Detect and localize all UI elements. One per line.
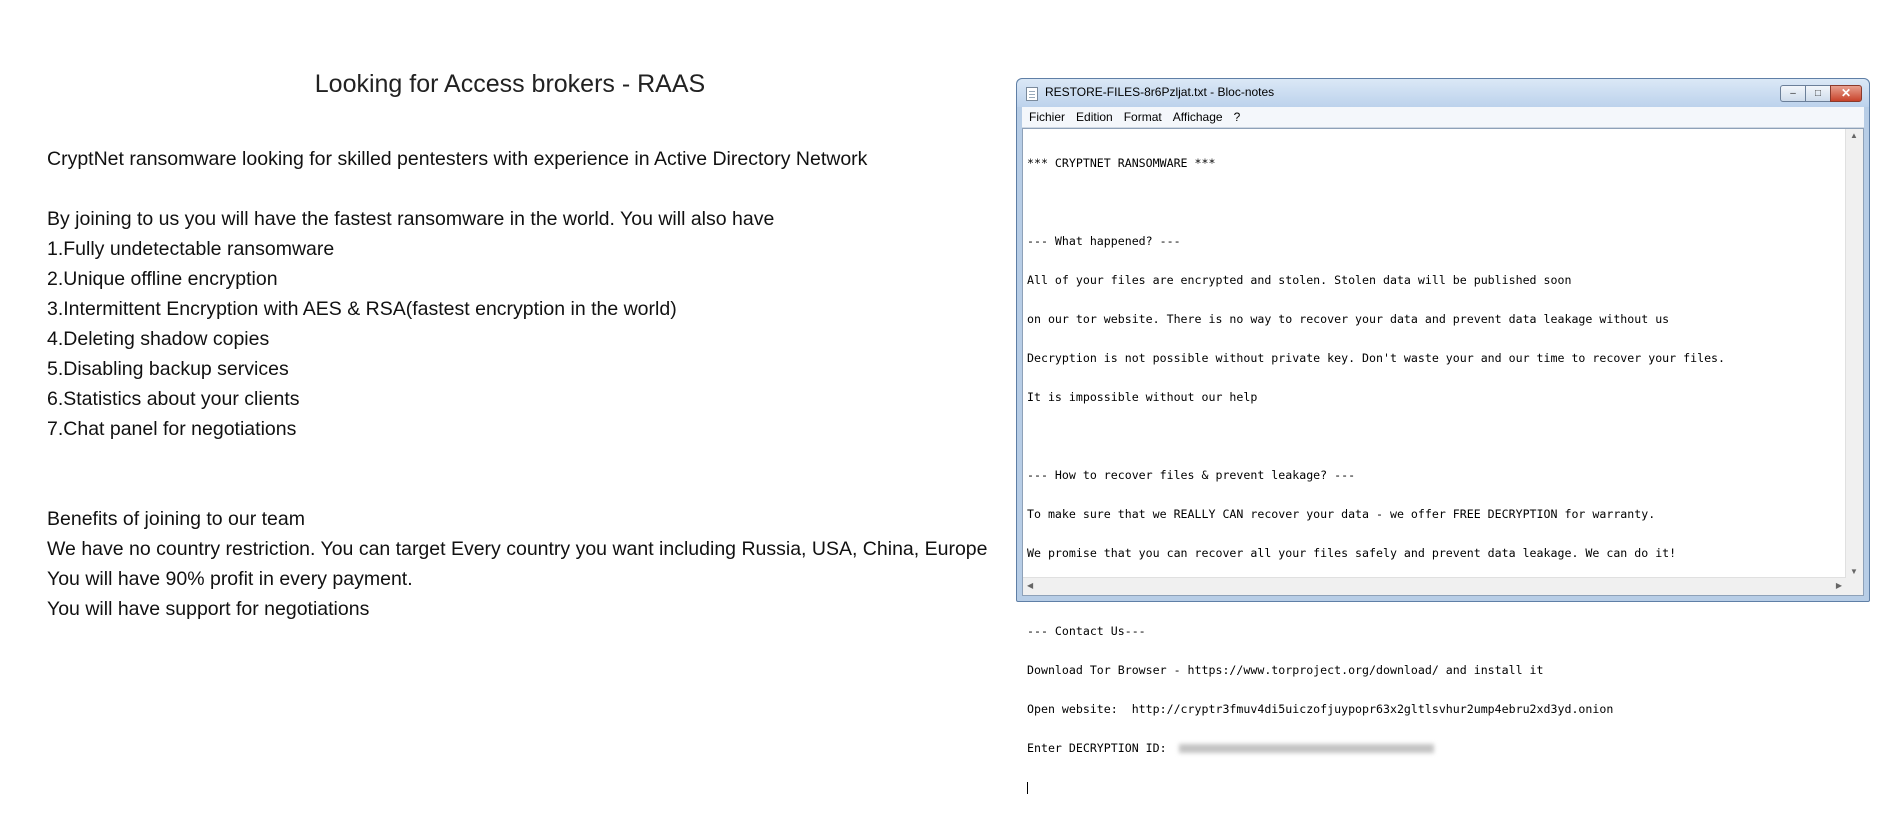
note-line: on our tor website. There is no way to recover your data and prevent data leakage without us <box>1027 312 1670 326</box>
note-line: Decryption is not possible without private key. Don't waste your and our time to recover your files. <box>1027 351 1726 365</box>
horizontal-scrollbar[interactable] <box>1023 577 1846 595</box>
benefit-item: You will have 90% profit in every payment. <box>47 568 413 590</box>
decryption-id-line <box>1027 742 1841 755</box>
scroll-left-icon[interactable]: ◀ <box>1027 581 1034 590</box>
feature-item: 5.Disabling backup services <box>47 358 289 380</box>
decryption-id-label: Enter DECRYPTION ID: <box>1027 741 1167 755</box>
features-intro: By joining to us you will have the fastest ransomware in the world. You will also have <box>47 208 775 230</box>
cursor-line <box>1027 781 1841 794</box>
menu-help[interactable]: ? <box>1233 110 1241 124</box>
window-title: RESTORE-FILES-8r6Pzljat.txt - Bloc-notes <box>1045 85 1275 99</box>
menu-edition[interactable]: Edition <box>1076 110 1113 124</box>
note-line: --- Contact Us--- <box>1027 624 1146 638</box>
feature-item: 2.Unique offline encryption <box>47 268 278 290</box>
menu-bar <box>1022 107 1864 128</box>
menu-fichier[interactable]: Fichier <box>1029 110 1066 124</box>
benefit-item: You will have support for negotiations <box>47 598 370 620</box>
redacted-id <box>1179 744 1434 753</box>
note-line: *** CRYPTNET RANSOMWARE *** <box>1027 156 1216 170</box>
note-line: Download Tor Browser - https://www.torproject.org/download/ and install it <box>1027 663 1544 677</box>
scrollbar-corner <box>1846 578 1863 595</box>
menu-format[interactable]: Format <box>1123 110 1162 124</box>
note-line: We promise that you can recover all your files safely and prevent data leakage. We can do it! <box>1027 546 1677 560</box>
feature-item: 1.Fully undetectable ransomware <box>47 238 335 260</box>
maximize-icon[interactable]: □ <box>1805 85 1831 102</box>
feature-item: 7.Chat panel for negotiations <box>47 418 297 440</box>
scroll-down-icon[interactable]: ▼ <box>1850 567 1858 576</box>
note-line: To make sure that we REALLY CAN recover your data - we offer FREE DECRYPTION for warranty. <box>1027 507 1656 521</box>
notepad-document-icon <box>1026 87 1038 101</box>
note-line <box>1027 196 1841 209</box>
benefits-heading: Benefits of joining to our team <box>47 508 305 530</box>
post-intro: CryptNet ransomware looking for skilled pentesters with experience in Active Directory Network <box>47 148 868 170</box>
text-editor[interactable] <box>1022 128 1864 755</box>
note-line: All of your files are encrypted and stolen. Stolen data will be published soon <box>1027 273 1572 287</box>
note-line <box>1027 430 1841 443</box>
close-icon[interactable]: ✕ <box>1830 85 1862 102</box>
note-line: It is impossible without our help <box>1027 390 1258 404</box>
feature-item: 4.Deleting shadow copies <box>47 328 270 350</box>
notepad-window <box>1016 78 1870 755</box>
benefit-item: We have no country restriction. You can target Every country you want including Russia, USA, China, Europe <box>47 538 988 560</box>
text-caret <box>1027 782 1028 794</box>
ransom-note-text <box>1027 131 1841 820</box>
feature-item: 3.Intermittent Encryption with AES & RSA(fastest encryption in the world) <box>47 298 677 320</box>
scroll-right-icon[interactable]: ▶ <box>1835 581 1842 590</box>
feature-item: 6.Statistics about your clients <box>47 388 300 410</box>
minimize-icon[interactable]: – <box>1780 85 1806 102</box>
note-line: --- How to recover files & prevent leakage? --- <box>1027 468 1356 482</box>
scroll-up-icon[interactable]: ▲ <box>1850 131 1858 140</box>
window-controls <box>1781 85 1862 103</box>
note-line: --- What happened? --- <box>1027 234 1181 248</box>
window-titlebar[interactable] <box>1017 79 1869 107</box>
note-line: Open website: http://cryptr3fmuv4di5uiczofjuypopr63x2gltlsvhur2ump4ebru2xd3yd.onion <box>1027 702 1614 716</box>
menu-affichage[interactable]: Affichage <box>1172 110 1223 124</box>
vertical-scrollbar[interactable] <box>1845 129 1863 578</box>
post-title: Looking for Access brokers - RAAS <box>314 70 706 98</box>
forum-post <box>0 0 1010 669</box>
